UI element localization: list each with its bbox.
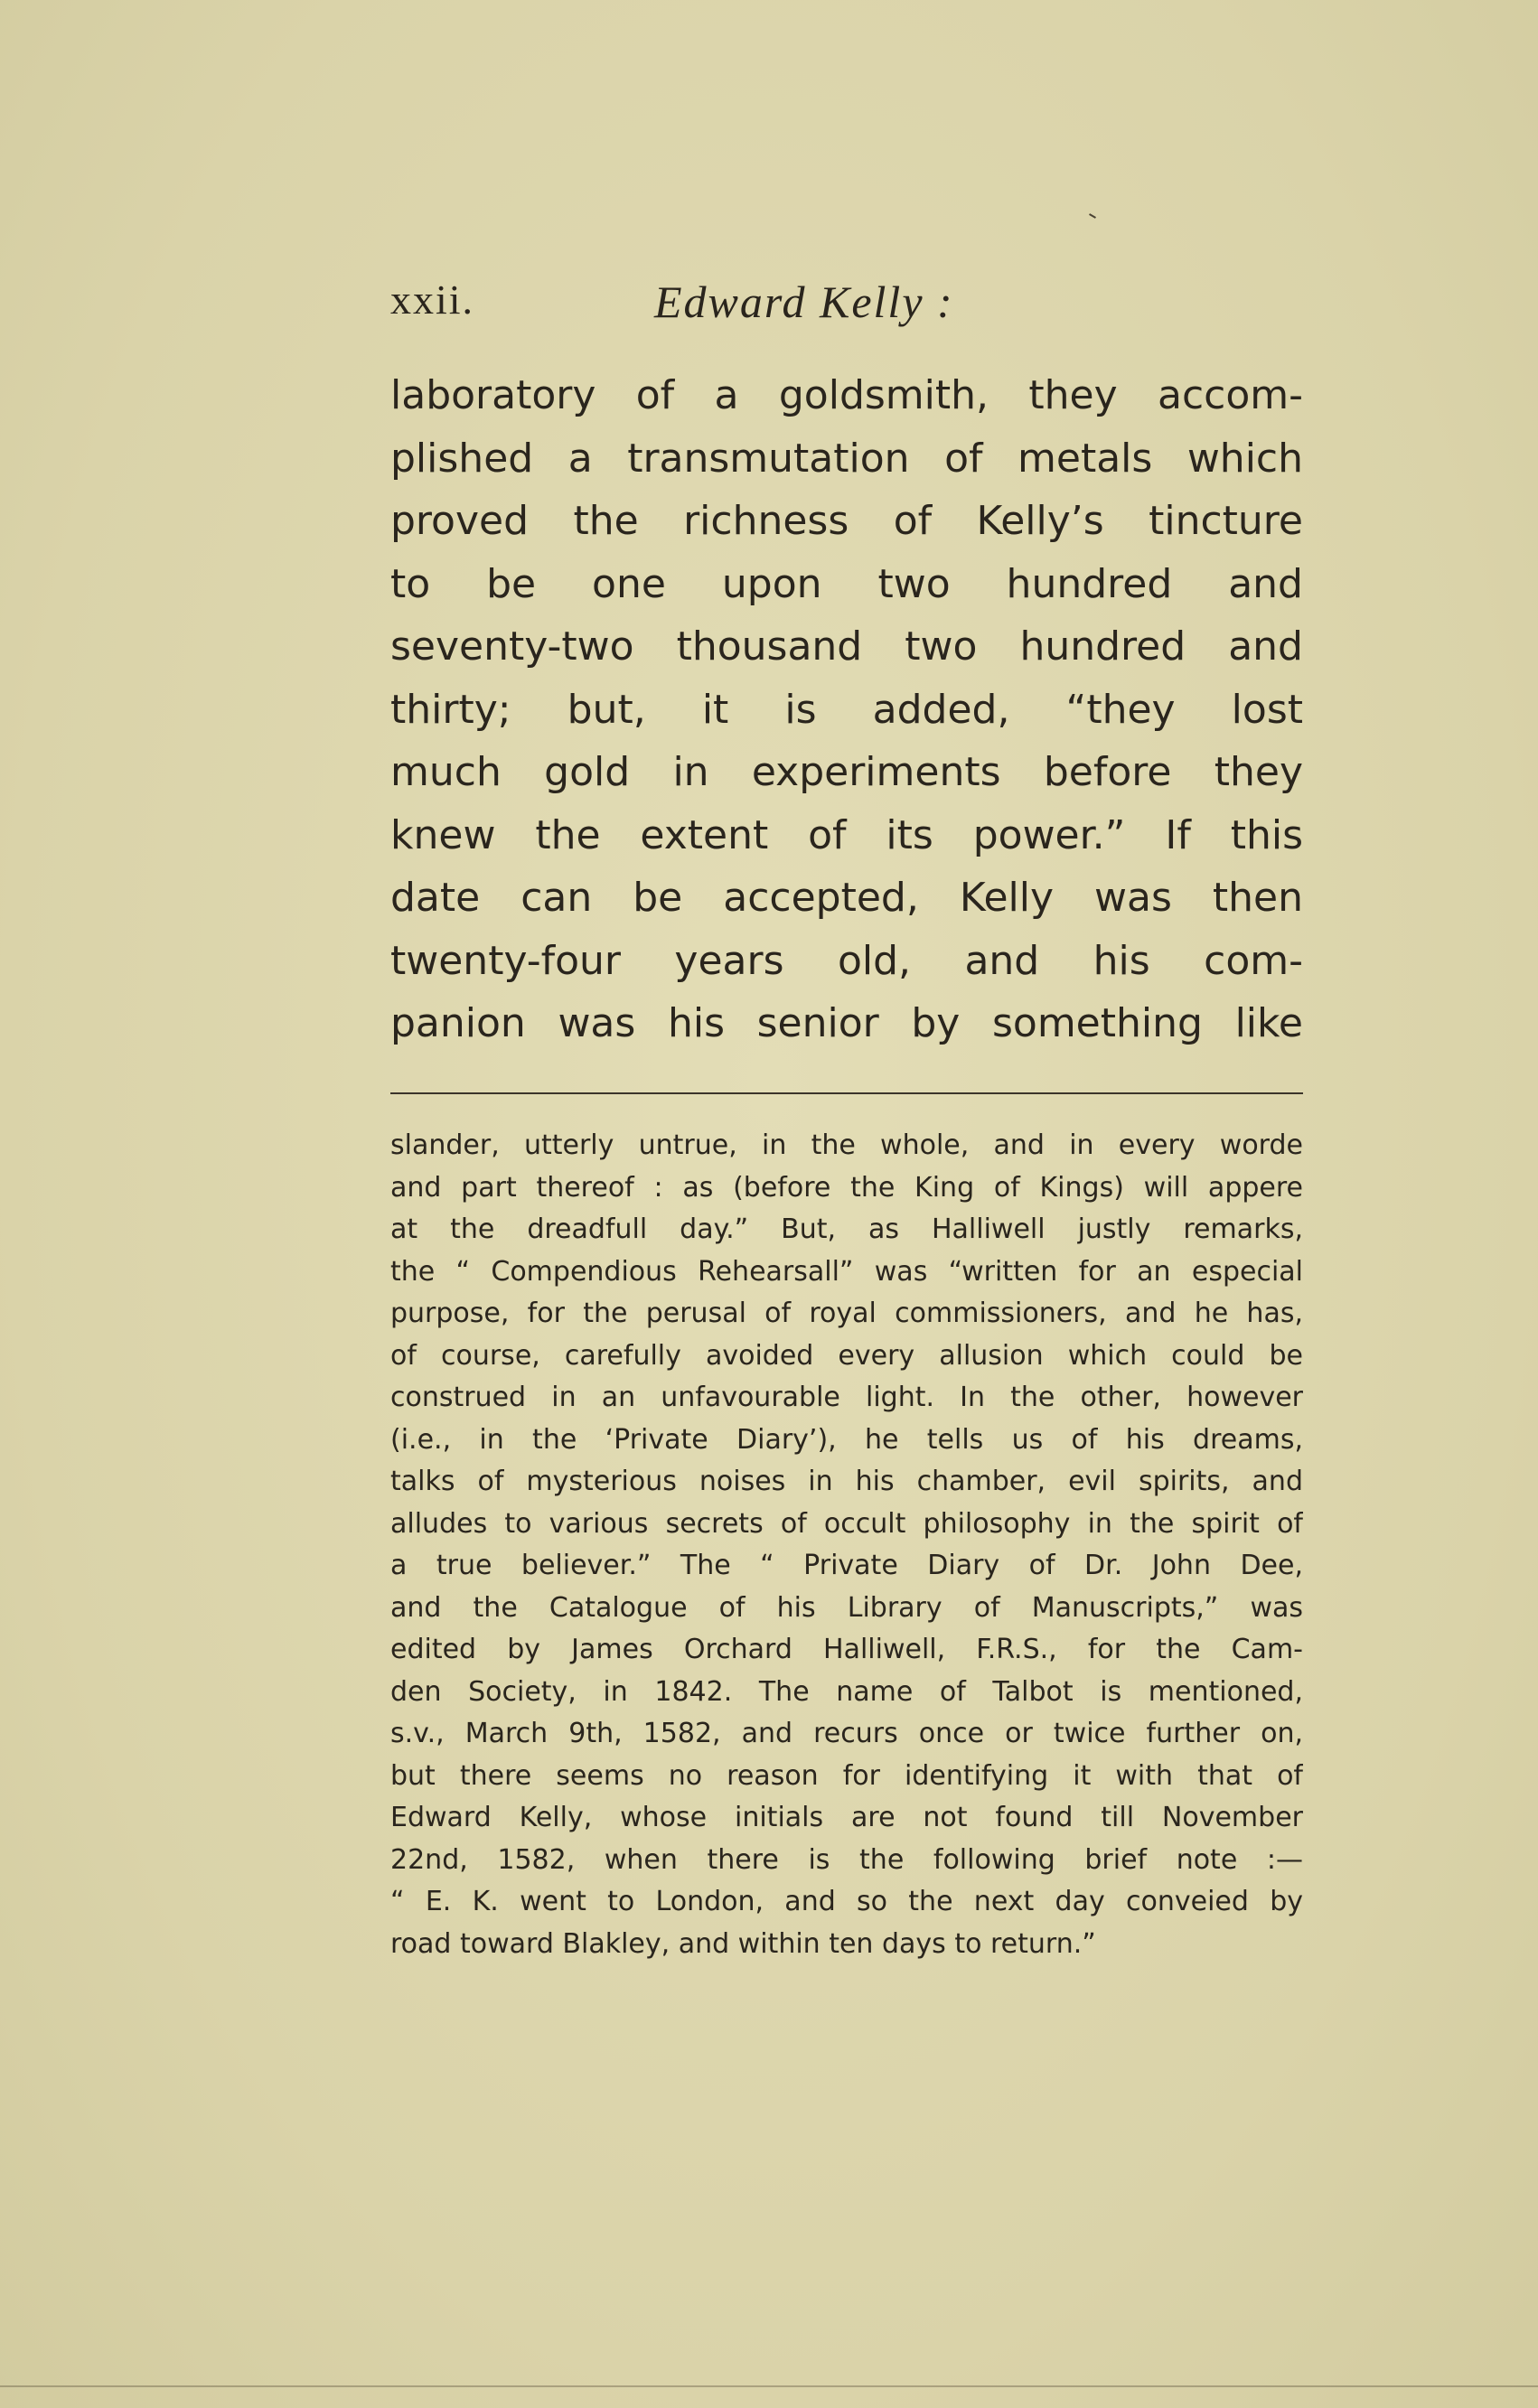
footnote-line: and part thereof : as (before the King of Kings) will appere <box>390 1171 1303 1204</box>
footnote <box>390 1125 1303 1965</box>
main-text-line: thirty; but, it is added, “they lost <box>390 686 1303 733</box>
footnote-line: the “ Compendious Rehearsall” was “written for an especial <box>390 1255 1303 1288</box>
footnote-line: s.v., March 9th, 1582, and recurs once or twice further on, <box>390 1718 1303 1749</box>
main-text-line: twenty-four years old, and his com- <box>390 937 1303 984</box>
main-text-line: to be one upon two hundred and <box>390 560 1303 607</box>
main-text-line: seventy-two thousand two hundred and <box>390 623 1303 670</box>
footnote-line: but there seems no reason for identifying it with that of <box>390 1759 1303 1792</box>
page-number: xxii. <box>390 276 475 323</box>
footnote-line: alludes to various secrets of occult philosophy in the spirit of <box>390 1507 1303 1540</box>
footnote-line: construed in an unfavourable light. In the other, however <box>390 1382 1303 1413</box>
footnote-line: (i.e., in the ‘Private Diary’), he tells us of his dreams, <box>390 1423 1303 1456</box>
scan-edge-line <box>0 2385 1538 2387</box>
footnote-line: den Society, in 1842. The name of Talbot is mentioned, <box>390 1675 1303 1708</box>
footnote-line: talks of mysterious noises in his chamber, evil spirits, and <box>390 1466 1303 1497</box>
main-text-line: much gold in experiments before they <box>390 749 1303 795</box>
footnote-line: slander, utterly untrue, in the whole, and in every worde <box>390 1129 1303 1161</box>
footnote-line: a true believer.” The “ Private Diary of Dr. John Dee, <box>390 1550 1303 1581</box>
footnote-line: purpose, for the perusal of royal commissioners, and he has, <box>390 1298 1303 1329</box>
footnote-line: edited by James Orchard Halliwell, F.R.S., for the Cam- <box>390 1634 1303 1665</box>
main-text <box>390 364 1303 1055</box>
running-title: Edward Kelly : <box>654 276 954 327</box>
footnote-line: “ E. K. went to London, and so the next day conveied by <box>390 1886 1303 1917</box>
main-text-line: knew the extent of its power.” If this <box>390 811 1303 858</box>
footnote-line: of course, carefully avoided every allusion which could be <box>390 1339 1303 1372</box>
footnote-line: at the dreadfull day.” But, as Halliwell justly remarks, <box>390 1213 1303 1245</box>
footnote-line: 22nd, 1582, when there is the following brief note :— <box>390 1843 1303 1876</box>
main-text-line: date can be accepted, Kelly was then <box>390 875 1303 921</box>
stray-mark <box>1089 213 1096 219</box>
main-text-line: proved the richness of Kelly’s tincture <box>390 498 1303 544</box>
page-header <box>390 276 1303 348</box>
main-text-line: panion was his senior by something like <box>390 1000 1303 1046</box>
footnote-line: and the Catalogue of his Library of Manuscripts,” was <box>390 1591 1303 1624</box>
footnote-line: Edward Kelly, whose initials are not found till November <box>390 1802 1303 1833</box>
footnote-divider <box>390 1092 1303 1094</box>
main-text-line: laboratory of a goldsmith, they accom- <box>390 372 1303 418</box>
footnote-line: road toward Blakley, and within ten days to return.” <box>390 1927 1096 1960</box>
main-text-line: plished a transmutation of metals which <box>390 435 1303 482</box>
